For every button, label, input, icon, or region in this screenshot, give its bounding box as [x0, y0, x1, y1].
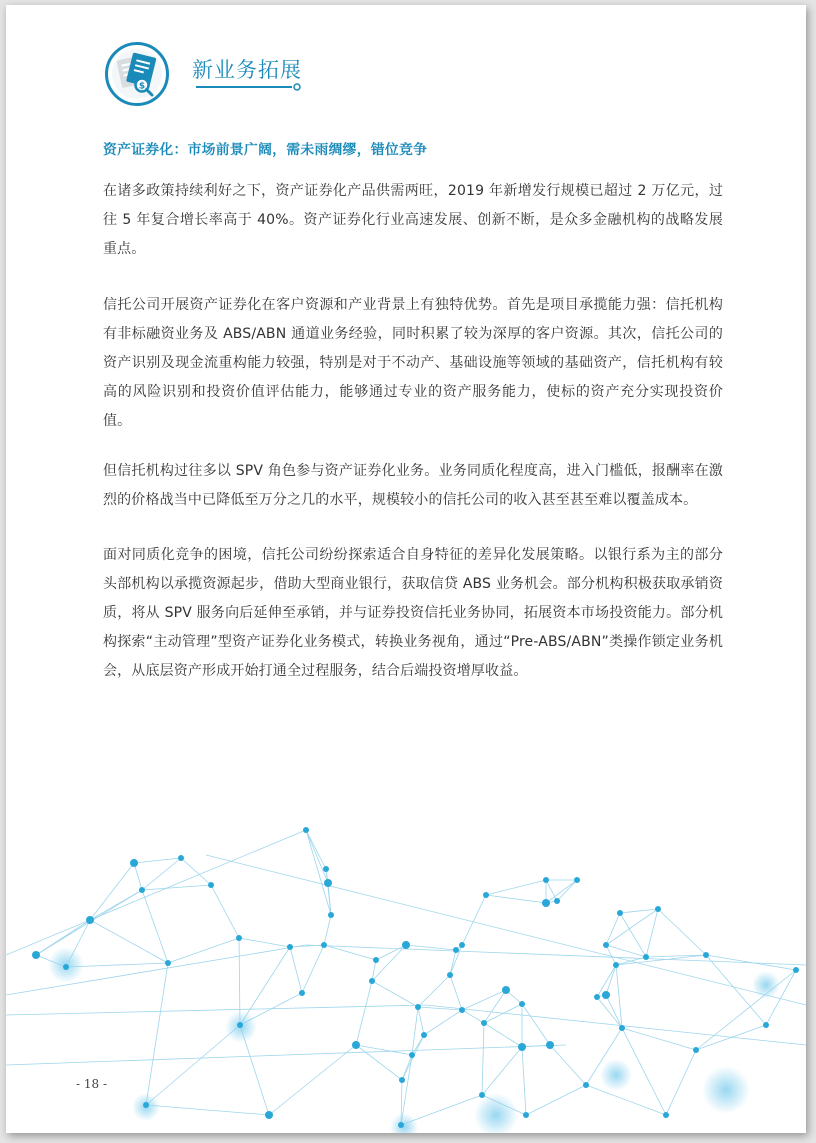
network-graphic: [6, 815, 806, 1133]
network-node: [617, 910, 623, 916]
network-node: [643, 954, 649, 960]
network-node: [398, 1122, 404, 1128]
network-node: [603, 942, 609, 948]
network-line: [324, 915, 331, 945]
network-line: [586, 1085, 666, 1115]
network-line: [302, 945, 324, 993]
network-node: [479, 1092, 485, 1098]
network-node: [481, 1020, 487, 1026]
network-line: [134, 863, 142, 890]
network-line: [482, 1047, 522, 1095]
network-node: [299, 990, 305, 996]
network-node: [459, 1007, 465, 1013]
network-node: [554, 898, 560, 904]
network-line: [546, 880, 577, 903]
network-glow: [474, 1093, 518, 1133]
network-node: [399, 1077, 405, 1083]
network-node: [324, 879, 332, 887]
network-line: [546, 880, 557, 901]
network-line: [418, 1007, 462, 1010]
network-line: [658, 909, 706, 955]
network-node: [583, 1082, 589, 1088]
network-node: [373, 957, 379, 963]
network-line: [418, 975, 450, 1007]
network-node: [236, 935, 242, 941]
network-node: [139, 887, 145, 893]
network-node: [613, 962, 619, 968]
title-underline-end-icon: [292, 82, 302, 92]
network-node: [165, 960, 171, 966]
network-line: [372, 945, 406, 981]
network-node: [543, 877, 549, 883]
network-node: [178, 855, 184, 861]
network-line: [356, 1045, 412, 1055]
network-line: [550, 1045, 586, 1085]
network-line: [90, 863, 134, 920]
network-node: [483, 892, 489, 898]
network-line: [482, 1023, 484, 1095]
network-node: [453, 947, 459, 953]
network-node: [447, 972, 453, 978]
network-node: [594, 994, 600, 1000]
network-node: [693, 1047, 699, 1053]
network-line: [356, 1045, 402, 1080]
paragraph-2: 信托公司开展资产证券化在客户资源和产业背景上有独特优势。首先是项目承揽能力强：信托机构有非标融资业务及 ABS/ABN 通道业务经验，同时积累了较为深厚的客户资源。其次，信托公司的资产识别及现金流重构能力较强，特别是对于不动产、基础设施等领域的基础资产，信托机构有较高的风险识别和投资价值评估能力，能够通过专业的资产服务能力，使标的资产充分实现投资价值。: [103, 297, 723, 429]
network-line: [134, 858, 181, 863]
network-line: [418, 1007, 424, 1035]
network-line: [6, 1005, 426, 1015]
network-node: [265, 1111, 273, 1119]
network-line: [290, 947, 302, 993]
network-line: [486, 880, 546, 895]
network-line: [6, 830, 306, 955]
network-line: [557, 880, 577, 901]
network-node: [518, 1043, 526, 1051]
svg-text:$: $: [138, 81, 146, 92]
network-node: [415, 1004, 421, 1010]
network-node: [402, 941, 410, 949]
network-line: [90, 920, 168, 963]
network-line: [206, 855, 806, 1005]
network-line: [239, 938, 290, 947]
network-glow: [752, 971, 780, 999]
network-line: [666, 1050, 696, 1115]
network-node: [619, 1025, 625, 1031]
network-line: [462, 1010, 484, 1023]
network-glow: [600, 1059, 632, 1091]
network-node: [519, 1001, 525, 1007]
network-node: [793, 967, 799, 973]
network-line: [450, 975, 462, 1010]
network-node: [523, 1112, 529, 1118]
network-line: [622, 1028, 696, 1050]
network-node: [602, 991, 610, 999]
network-node: [323, 866, 329, 872]
network-node: [409, 1052, 415, 1058]
network-node: [459, 942, 465, 948]
network-node: [763, 1022, 769, 1028]
network-node: [369, 978, 375, 984]
network-node: [143, 1102, 149, 1108]
network-line: [372, 981, 418, 1007]
network-line: [142, 858, 181, 890]
network-node: [237, 1022, 243, 1028]
network-line: [356, 981, 372, 1045]
paragraph-4: 面对同质化竞争的困境，信托公司纷纷探索适合自身特征的差异化发展策略。以银行系为主的部分头部机构以承揽资源起步，借助大型商业银行，获取信贷 ABS 业务机会。部分机构积极获取承销资质，将从 SPV 服务向后延伸至承销，并与证券投资信托业务协同，拓展资本市场投资能力。部分机构探索“主动管理”型资产证券化业务模式，转换业务视角，通过“Pre-ABS/ABN”类操作锁定业务机会，从底层资产形成开始打通全过程服务，结合后端投资增厚收益。: [103, 547, 723, 679]
network-line: [142, 885, 211, 890]
network-node: [303, 827, 309, 833]
network-line: [306, 945, 806, 965]
network-line: [424, 1010, 462, 1035]
network-line: [146, 1105, 269, 1115]
network-line: [306, 830, 331, 915]
network-line: [484, 1023, 522, 1047]
network-line: [211, 885, 239, 938]
document-page: [6, 5, 806, 1133]
network-node: [328, 912, 334, 918]
network-line: [146, 963, 168, 1105]
network-node: [352, 1041, 360, 1049]
network-line: [526, 1085, 586, 1115]
title-underline: [196, 86, 299, 88]
network-line: [696, 970, 796, 1050]
network-glow: [702, 1066, 750, 1114]
network-line: [486, 895, 546, 903]
network-line: [522, 1047, 526, 1115]
network-node: [130, 859, 138, 867]
network-node: [703, 952, 709, 958]
network-glow: [390, 1113, 418, 1133]
network-line: [522, 1004, 550, 1045]
network-node: [208, 882, 214, 888]
network-node: [655, 906, 661, 912]
network-node: [63, 964, 69, 970]
network-line: [142, 890, 168, 963]
section-subtitle: 资产证券化：市场前景广阔，需未雨绸缪，错位竞争: [103, 142, 428, 158]
network-node: [86, 916, 94, 924]
paragraph-3: 但信托机构过往多以 SPV 角色参与资产证券化业务。业务同质化程度高，进入门槛低，报酬率在激烈的价格战当中已降低至万分之几的水平，规模较小的信托公司的收入甚至甚至难以覆盖成本。: [103, 463, 723, 508]
network-line: [146, 1025, 240, 1105]
network-node: [421, 1032, 427, 1038]
network-node: [321, 942, 327, 948]
network-line: [168, 938, 239, 963]
page-number: - 18 -: [76, 1077, 108, 1091]
network-line: [376, 945, 406, 960]
network-node: [542, 899, 550, 907]
document-magnifier-icon: [104, 41, 170, 107]
network-line: [6, 1045, 566, 1065]
paragraph-1: 在诸多政策持续利好之下，资产证券化产品供需两旺，2019 年新增发行规模已超过 2 万亿元，过往 5 年复合增长率高于 40%。资产证券化行业高速发展、创新不断，是众多金融机构的战略发展重点。: [103, 183, 723, 257]
network-node: [32, 951, 40, 959]
network-node: [663, 1112, 669, 1118]
network-line: [306, 830, 328, 883]
network-node: [287, 944, 293, 950]
network-node: [546, 1041, 554, 1049]
network-line: [412, 1007, 418, 1055]
network-node: [574, 877, 580, 883]
network-line: [616, 965, 622, 1028]
section-title: 新业务拓展: [192, 58, 302, 82]
network-node: [502, 986, 510, 994]
network-line: [620, 909, 658, 913]
